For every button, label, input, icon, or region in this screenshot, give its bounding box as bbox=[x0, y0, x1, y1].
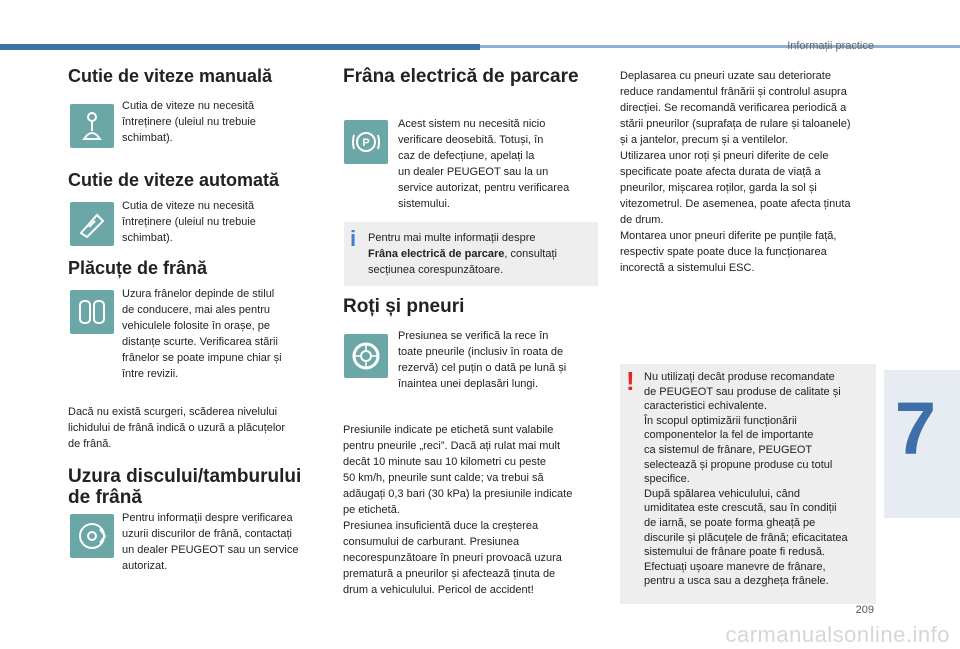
text-line: Presiunea insuficientă duce la creșterea bbox=[343, 520, 539, 532]
text-line: Deplasarea cu pneuri uzate sau deteriorate bbox=[620, 70, 831, 82]
disc-wear-title bbox=[68, 466, 301, 508]
text-line: frânelor se poate impune chiar și bbox=[122, 352, 282, 364]
warning-icon: ! bbox=[626, 366, 635, 396]
text-line: vitezometrul. De asemenea, poate afecta ținuta bbox=[620, 198, 851, 210]
text-line: caracteristici echivalente. bbox=[644, 400, 767, 413]
text-line: umiditatea este crescută, sau în condiții bbox=[644, 502, 837, 515]
text-line: stării pneurilor (suprafața de rulare și taloanele) bbox=[620, 118, 851, 130]
text-line: direcției. Se recomandă verificarea periodică a bbox=[620, 102, 847, 114]
header-accent-bar bbox=[0, 44, 480, 50]
auto-gearbox-title: Cutie de viteze automată bbox=[68, 170, 280, 190]
text-line bbox=[368, 246, 557, 262]
text-line: rezervă) cel puțin o dată pe lună și bbox=[398, 362, 567, 374]
text-line: sistemului de frânare poate fi redusă. bbox=[644, 546, 825, 559]
text-line: Acest sistem nu necesită nicio bbox=[398, 118, 546, 130]
chapter-number: 7 bbox=[894, 387, 936, 470]
text-line: toate pneurile (inclusiv în roata de bbox=[398, 346, 564, 358]
svg-text:P: P bbox=[362, 137, 370, 149]
text-line: verificare deosebită. Totuși, în bbox=[398, 134, 544, 146]
text-line: pentru pneurile „reci”. Dacă ați rulat mai mult bbox=[343, 440, 561, 452]
text-line: lichidului de frână indică o uzură a plăcuțelor bbox=[68, 422, 286, 434]
brake-fluid-note bbox=[68, 404, 285, 452]
text-line: selectează și propune produse cu totul bbox=[644, 458, 833, 471]
text-line: întreținere (uleiul nu trebuie bbox=[122, 116, 256, 128]
text-line: de conducere, mai ales pentru bbox=[122, 304, 270, 316]
text-line: caz de defecțiune, apelați la bbox=[398, 150, 535, 162]
text-line: de drum. bbox=[620, 214, 664, 226]
text-line: Pentru informații despre verificarea bbox=[122, 512, 293, 524]
text-line: de frână. bbox=[68, 438, 112, 450]
text-line: service autorizat, pentru verificarea bbox=[398, 182, 570, 194]
text-line: Cutia de viteze nu necesită bbox=[122, 200, 255, 212]
tyre-wear-text bbox=[620, 68, 851, 276]
title-line: Uzura discului/tamburului bbox=[68, 466, 302, 487]
header-divider bbox=[480, 45, 960, 48]
bold-reference: Frâna electrică de parcare bbox=[368, 248, 505, 260]
text-line: Pentru mai multe informații despre bbox=[368, 232, 536, 244]
text-line: prematură a pneurilor și afectează ținuta de bbox=[343, 568, 556, 580]
text-line: specificate poate afecta durata de viață a bbox=[620, 166, 821, 178]
manual-gearbox-title: Cutie de viteze manuală bbox=[68, 66, 273, 86]
text-line: schimbat). bbox=[122, 232, 173, 244]
brake-pads-text bbox=[122, 286, 282, 382]
parking-brake-info-text bbox=[368, 230, 557, 278]
page-header-title: Informații practice bbox=[787, 40, 874, 52]
text-line: Montarea unor pneuri diferite pe punțile față, bbox=[620, 230, 837, 242]
text-line: de PEUGEOT sau produse de calitate și bbox=[644, 385, 841, 398]
text-line: pe etichetă. bbox=[343, 504, 400, 516]
text-line: uzurii discurilor de frână, contactați bbox=[122, 528, 292, 540]
text-line: specifice. bbox=[644, 473, 690, 486]
text-line: vehiculele folosite în orașe, pe bbox=[122, 320, 270, 332]
tyre-icon bbox=[344, 334, 388, 378]
text-line: discurile și plăcuțele de frână; eficacitatea bbox=[644, 531, 848, 544]
text-line: pentru a usca sau a dezgheța frânele. bbox=[644, 575, 829, 588]
parking-brake-title: Frâna electrică de parcare bbox=[343, 66, 579, 87]
disc-wear-text bbox=[122, 510, 299, 574]
text-line: componentelor la fel de importante bbox=[644, 429, 814, 442]
text-line: schimbat). bbox=[122, 132, 173, 144]
brake-pads-icon bbox=[70, 290, 114, 334]
text-line: între revizii. bbox=[122, 368, 179, 380]
tyre-pressure-body bbox=[343, 422, 572, 598]
warning-text bbox=[644, 370, 848, 589]
text-line: un dealer PEUGEOT sau un service bbox=[122, 544, 299, 556]
brake-pads-title: Plăcuțe de frână bbox=[68, 258, 208, 278]
text-line: distanțe scurte. Verificarea stării bbox=[122, 336, 278, 348]
electric-parking-brake-icon bbox=[344, 120, 388, 164]
info-icon: i bbox=[350, 226, 357, 251]
manual-gear-lever-icon bbox=[70, 104, 114, 148]
wheels-title: Roți și pneuri bbox=[343, 296, 465, 317]
text-line: și a jantelor, precum și a ventilelor. bbox=[620, 134, 789, 146]
manual-gearbox-text bbox=[122, 98, 256, 146]
text-line: Efectuați ușoare manevre de frânare, bbox=[644, 560, 826, 573]
title-line: de frână bbox=[68, 487, 142, 508]
text-fragment: , consultați bbox=[504, 248, 557, 260]
parking-brake-text bbox=[398, 116, 569, 212]
text-line: Uzura frânelor depinde de stilul bbox=[122, 288, 275, 300]
text-line: drum a vehiculului. Pericol de accident! bbox=[343, 584, 534, 596]
text-line: respectiv spate poate duce la funcționarea bbox=[620, 246, 827, 258]
text-line: adăugați 0,3 bari (30 kPa) la presiunile indicate bbox=[343, 488, 573, 500]
text-line: consumului de carburant. Presiunea bbox=[343, 536, 520, 548]
watermark: carmanualsonline.info bbox=[725, 622, 950, 647]
text-line: decât 10 minute sau 10 kilometri cu peste bbox=[343, 456, 547, 468]
text-line: După spălarea vehiculului, când bbox=[644, 487, 800, 500]
text-line: necorespunzătoare în pneuri provoacă uzura bbox=[343, 552, 562, 564]
text-line: întreținere (uleiul nu trebuie bbox=[122, 216, 256, 228]
text-line: înaintea unei deplasări lungi. bbox=[398, 378, 539, 390]
text-line: 50 km/h, pneurile sunt calde; va trebui să bbox=[343, 472, 544, 484]
text-line: reduce randamentul frânării și controlul asupra bbox=[620, 86, 847, 98]
text-line: incorectă a sistemului ESC. bbox=[620, 262, 755, 274]
text-line: Presiunile indicate pe etichetă sunt valabile bbox=[343, 424, 554, 436]
text-line: pneurilor, mișcarea roților, garda la sol și bbox=[620, 182, 817, 194]
text-line: În scopul optimizării funcționării bbox=[644, 414, 797, 427]
brake-disc-icon bbox=[70, 514, 114, 558]
text-line: Presiunea se verifică la rece în bbox=[398, 330, 549, 342]
auto-gearbox-text bbox=[122, 198, 256, 246]
page-number: 209 bbox=[855, 604, 874, 616]
text-line: Cutia de viteze nu necesită bbox=[122, 100, 255, 112]
text-line: sistemului. bbox=[398, 198, 450, 210]
text-line: Dacă nu există scurgeri, scăderea nivelului bbox=[68, 406, 278, 418]
text-line: Nu utilizați decât produse recomandate bbox=[644, 371, 835, 383]
text-line: un dealer PEUGEOT sau la un bbox=[398, 166, 549, 178]
automatic-gear-selector-icon bbox=[70, 202, 114, 246]
text-line: Utilizarea unor roți și pneuri diferite de cele bbox=[620, 150, 829, 162]
text-line: de iarnă, se poate forma gheață pe bbox=[644, 516, 816, 529]
text-line: ca sistemul de frânare, PEUGEOT bbox=[644, 443, 813, 456]
text-line: secțiunea corespunzătoare. bbox=[368, 264, 504, 276]
text-line: autorizat. bbox=[122, 560, 168, 572]
wheels-text bbox=[398, 328, 566, 392]
